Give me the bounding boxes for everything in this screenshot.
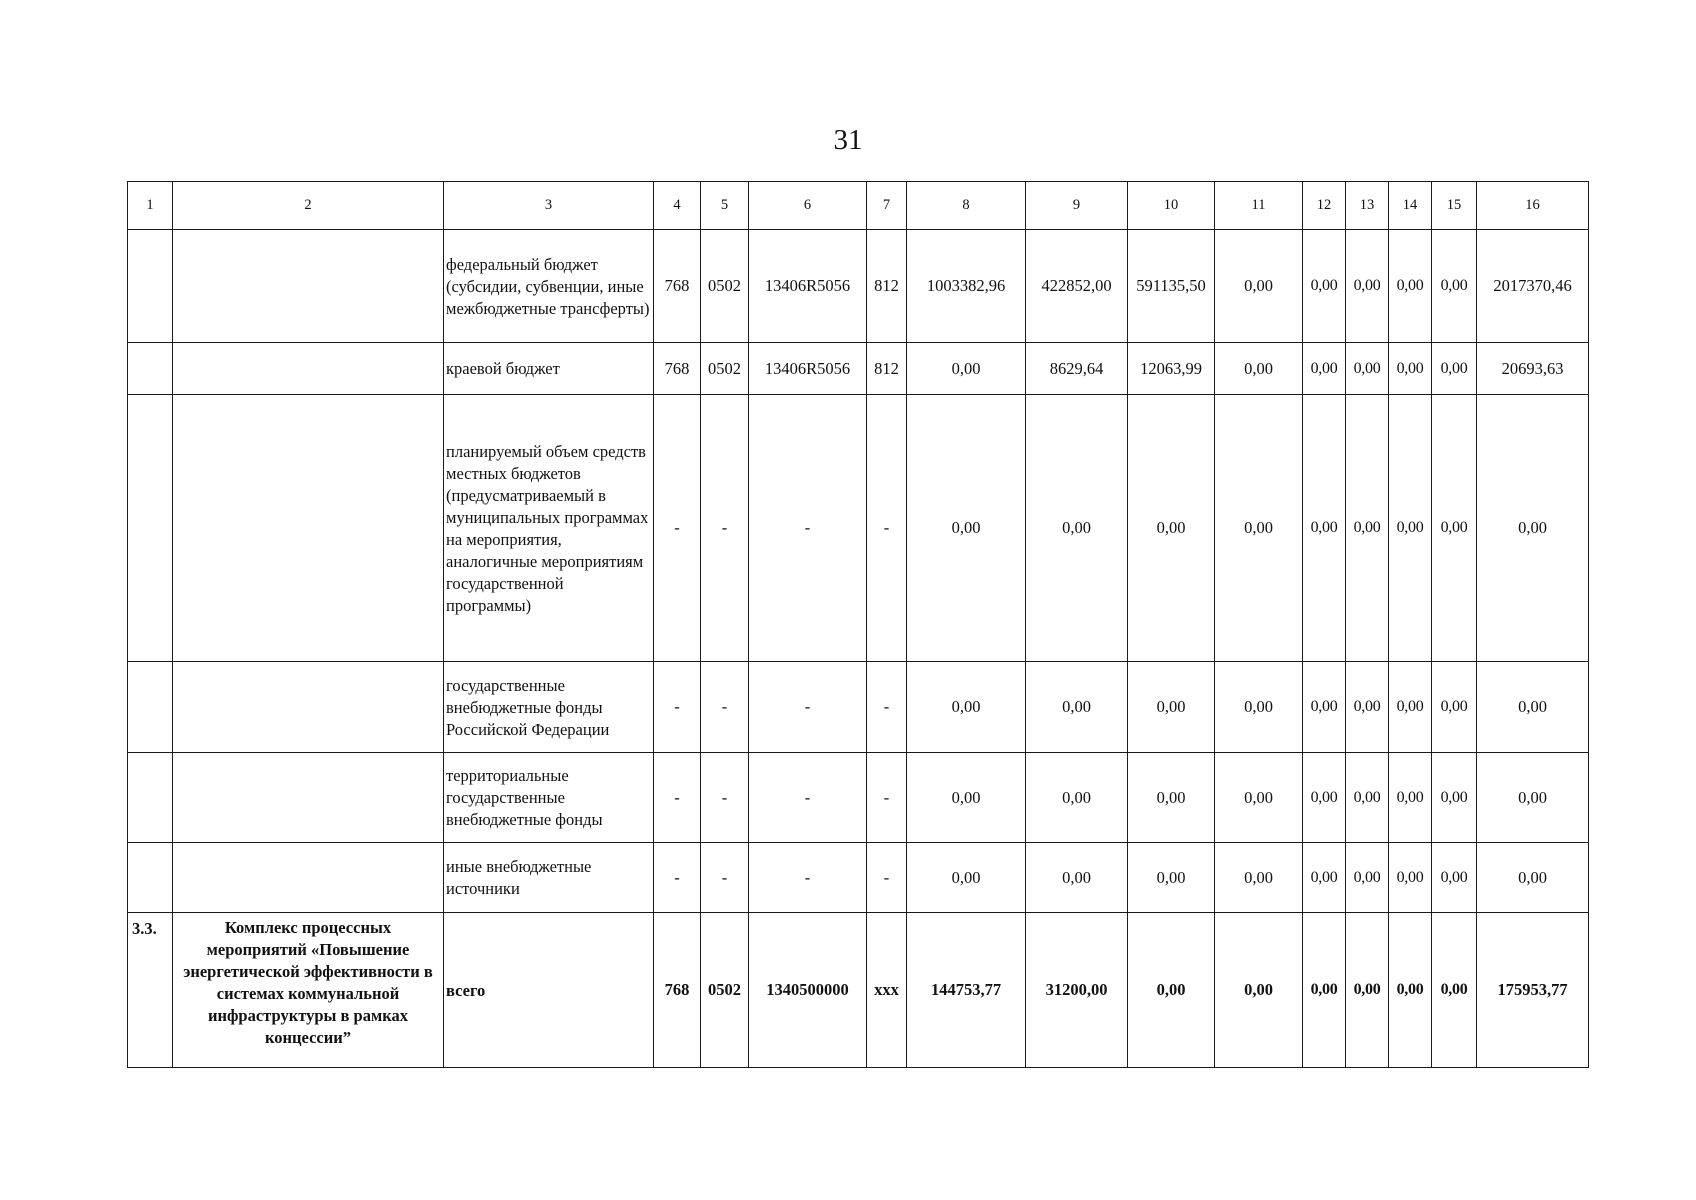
table-row [128,913,1589,1068]
cell-col-6: - [749,753,867,843]
cell-col-6: - [749,843,867,913]
cell-col-14: 0,00 [1389,753,1432,843]
cell-col-9: 422852,00 [1026,230,1128,343]
cell-col-13: 0,00 [1346,753,1389,843]
cell-col-15: 0,00 [1432,753,1477,843]
cell-col-5: 0502 [701,230,749,343]
funding-source: иные внебюджетные источники [444,843,654,913]
cell-col-10: 0,00 [1128,913,1215,1068]
cell-col-6: 13406R5056 [749,230,867,343]
row-number: 3.3. [128,913,173,1068]
cell-col-11: 0,00 [1215,343,1303,395]
cell-col-13: 0,00 [1346,662,1389,753]
cell-col-15: 0,00 [1432,230,1477,343]
cell-col-13: 0,00 [1346,230,1389,343]
cell-col-8: 0,00 [907,395,1026,662]
cell-col-16: 0,00 [1477,843,1589,913]
cell-col-5: - [701,395,749,662]
cell-col-7: - [867,662,907,753]
funding-source: территориальные государственные внебюджетные фонды [444,753,654,843]
table-row [128,343,1589,395]
column-number: 5 [701,182,749,230]
cell-col-9: 0,00 [1026,662,1128,753]
column-number: 10 [1128,182,1215,230]
cell-col-8: 144753,77 [907,913,1026,1068]
cell-col-14: 0,00 [1389,343,1432,395]
table-row [128,230,1589,343]
cell-col-15: 0,00 [1432,662,1477,753]
cell-col-10: 12063,99 [1128,343,1215,395]
cell-col-5: - [701,662,749,753]
cell-col-8: 1003382,96 [907,230,1026,343]
cell-col-8: 0,00 [907,843,1026,913]
cell-col-9: 0,00 [1026,843,1128,913]
cell-col-11: 0,00 [1215,230,1303,343]
cell-col-4: - [654,753,701,843]
cell-col-14: 0,00 [1389,395,1432,662]
cell-col-12: 0,00 [1303,662,1346,753]
cell-col-9: 0,00 [1026,753,1128,843]
cell-col-5: - [701,843,749,913]
cell-col-14: 0,00 [1389,843,1432,913]
cell-col-12: 0,00 [1303,753,1346,843]
cell-col-13: 0,00 [1346,343,1389,395]
cell-col-6: 1340500000 [749,913,867,1068]
cell-col-4: 768 [654,913,701,1068]
column-number: 8 [907,182,1026,230]
cell-col-12: 0,00 [1303,913,1346,1068]
cell-col-16: 175953,77 [1477,913,1589,1068]
row-number [128,395,173,662]
cell-col-4: - [654,843,701,913]
cell-col-11: 0,00 [1215,662,1303,753]
cell-col-7: ххх [867,913,907,1068]
page-number: 31 [833,124,863,156]
cell-col-9: 8629,64 [1026,343,1128,395]
cell-col-10: 0,00 [1128,753,1215,843]
cell-col-10: 0,00 [1128,843,1215,913]
budget-table [127,181,1589,1068]
cell-col-8: 0,00 [907,753,1026,843]
cell-col-11: 0,00 [1215,395,1303,662]
cell-col-16: 0,00 [1477,662,1589,753]
cell-col-7: - [867,395,907,662]
column-number: 11 [1215,182,1303,230]
table-row [128,662,1589,753]
column-number-row [128,182,1589,230]
funding-source: планируемый объем средств местных бюджетов (предусматриваемый в муниципальных программах на мероприятия, аналогичные мероприятиям государственной программы) [444,395,654,662]
column-number: 9 [1026,182,1128,230]
funding-source: краевой бюджет [444,343,654,395]
table-row [128,395,1589,662]
table-row [128,753,1589,843]
cell-col-5: - [701,753,749,843]
cell-col-15: 0,00 [1432,843,1477,913]
cell-col-12: 0,00 [1303,395,1346,662]
table-row [128,843,1589,913]
column-number: 2 [173,182,444,230]
column-number: 7 [867,182,907,230]
cell-col-6: - [749,395,867,662]
cell-col-14: 0,00 [1389,913,1432,1068]
column-number: 15 [1432,182,1477,230]
row-number [128,843,173,913]
cell-col-14: 0,00 [1389,662,1432,753]
cell-col-10: 591135,50 [1128,230,1215,343]
funding-source: государственные внебюджетные фонды Российской Федерации [444,662,654,753]
cell-col-11: 0,00 [1215,843,1303,913]
cell-col-8: 0,00 [907,343,1026,395]
cell-col-5: 0502 [701,913,749,1068]
cell-col-11: 0,00 [1215,753,1303,843]
row-number [128,753,173,843]
cell-col-13: 0,00 [1346,913,1389,1068]
cell-col-16: 20693,63 [1477,343,1589,395]
measure-name [173,753,444,843]
cell-col-15: 0,00 [1432,913,1477,1068]
column-number: 3 [444,182,654,230]
cell-col-12: 0,00 [1303,230,1346,343]
cell-col-8: 0,00 [907,662,1026,753]
cell-col-7: - [867,843,907,913]
cell-col-10: 0,00 [1128,662,1215,753]
cell-col-7: 812 [867,343,907,395]
column-number: 4 [654,182,701,230]
cell-col-6: 13406R5056 [749,343,867,395]
cell-col-7: - [867,753,907,843]
cell-col-15: 0,00 [1432,395,1477,662]
row-number [128,230,173,343]
cell-col-10: 0,00 [1128,395,1215,662]
measure-name [173,395,444,662]
measure-name [173,343,444,395]
column-number: 13 [1346,182,1389,230]
cell-col-12: 0,00 [1303,843,1346,913]
column-number: 1 [128,182,173,230]
cell-col-11: 0,00 [1215,913,1303,1068]
cell-col-9: 31200,00 [1026,913,1128,1068]
funding-source: федеральный бюджет (субсидии, субвенции, иные межбюджетные трансферты) [444,230,654,343]
cell-col-14: 0,00 [1389,230,1432,343]
measure-name [173,662,444,753]
cell-col-16: 0,00 [1477,395,1589,662]
row-number [128,662,173,753]
funding-source: всего [444,913,654,1068]
cell-col-4: 768 [654,230,701,343]
cell-col-15: 0,00 [1432,343,1477,395]
cell-col-4: - [654,395,701,662]
cell-col-6: - [749,662,867,753]
cell-col-7: 812 [867,230,907,343]
cell-col-12: 0,00 [1303,343,1346,395]
cell-col-16: 0,00 [1477,753,1589,843]
cell-col-4: - [654,662,701,753]
column-number: 16 [1477,182,1589,230]
cell-col-13: 0,00 [1346,395,1389,662]
measure-name [173,230,444,343]
column-number: 12 [1303,182,1346,230]
cell-col-13: 0,00 [1346,843,1389,913]
cell-col-9: 0,00 [1026,395,1128,662]
cell-col-4: 768 [654,343,701,395]
column-number: 14 [1389,182,1432,230]
measure-name [173,843,444,913]
row-number [128,343,173,395]
measure-name: Комплекс процессных мероприятий «Повышение энергетической эффективности в системах коммунальной инфраструктуры в рамках концессии” [173,913,444,1068]
cell-col-16: 2017370,46 [1477,230,1589,343]
column-number: 6 [749,182,867,230]
cell-col-5: 0502 [701,343,749,395]
